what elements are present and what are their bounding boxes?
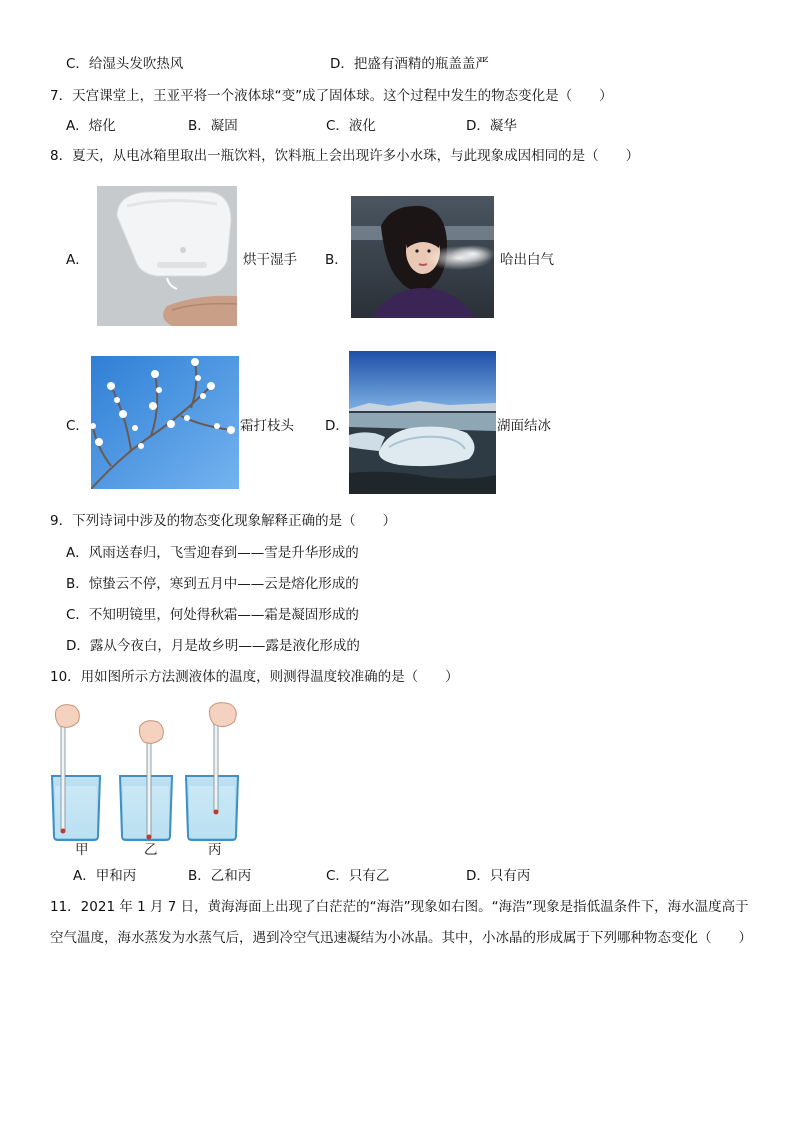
beaker-label-yi: 乙 xyxy=(144,842,158,858)
q8-option-a-letter: A． xyxy=(66,252,89,268)
breath-fog-image xyxy=(351,196,494,318)
q8-option-d-caption: 湖面结冰 xyxy=(497,418,551,434)
q8-option-b-letter: B． xyxy=(325,252,348,268)
q7-option-b: B．凝固 xyxy=(188,118,238,134)
q11-stem-line1: 11．2021 年 1 月 7 日，黄海海面上出现了白茫茫的“海浩”现象如右图。“海浩”现象是指低温条件下，海水温度高于 xyxy=(50,899,749,915)
q10-option-c: C．只有乙 xyxy=(326,868,390,884)
q8-option-d-letter: D． xyxy=(325,418,349,434)
hand-dryer-image xyxy=(97,186,237,326)
frozen-lake-image xyxy=(349,351,496,494)
q10-option-b: B．乙和丙 xyxy=(188,868,252,884)
q9-option-d: D．露从今夜白，月是故乡明——露是液化形成的 xyxy=(66,638,360,654)
q9-option-b: B．惊蛰云不停，寒到五月中——云是熔化形成的 xyxy=(66,576,359,592)
q8-option-a-caption: 烘干湿手 xyxy=(243,252,297,268)
q7-stem: 7．天宫课堂上，王亚平将一个液体球“变”成了固体球。这个过程中发生的物态变化是（ ） xyxy=(50,88,613,104)
thermometer-beakers-figure xyxy=(48,700,258,842)
q9-option-c: C．不知明镜里，何处得秋霜——霜是凝固形成的 xyxy=(66,607,359,623)
q9-option-a: A．风雨送春归，飞雪迎春到——雪是升华形成的 xyxy=(66,545,359,561)
q7-option-d: D．凝华 xyxy=(466,118,517,134)
q11-stem-line2: 空气温度，海水蒸发为水蒸气后，遇到冷空气迅速凝结为小冰晶。其中，小冰晶的形成属于下列哪种物态变化（ ） xyxy=(50,930,752,946)
frost-branches-image xyxy=(91,356,239,489)
q10-option-a: A．甲和丙 xyxy=(73,868,137,884)
q8-option-b-caption: 哈出白气 xyxy=(500,252,554,268)
q10-option-d: D．只有丙 xyxy=(466,868,531,884)
q8-option-c-caption: 霜打枝头 xyxy=(240,418,294,434)
beaker-label-bing: 丙 xyxy=(208,842,222,858)
q7-option-a: A．熔化 xyxy=(66,118,116,134)
q8-option-c-letter: C． xyxy=(66,418,89,434)
beaker-label-jia: 甲 xyxy=(75,842,89,858)
q6-option-d: D．把盛有酒精的瓶盖盖严 xyxy=(330,56,489,72)
q8-stem: 8．夏天，从电冰箱里取出一瓶饮料，饮料瓶上会出现许多小水珠，与此现象成因相同的是（ ） xyxy=(50,148,640,164)
q6-option-c: C．给湿头发吹热风 xyxy=(66,56,184,72)
q10-stem: 10．用如图所示方法测液体的温度，则测得温度较准确的是（ ） xyxy=(50,669,459,685)
q7-option-c: C．液化 xyxy=(326,118,376,134)
q9-stem: 9．下列诗词中涉及的物态变化现象解释正确的是（ ） xyxy=(50,513,397,529)
